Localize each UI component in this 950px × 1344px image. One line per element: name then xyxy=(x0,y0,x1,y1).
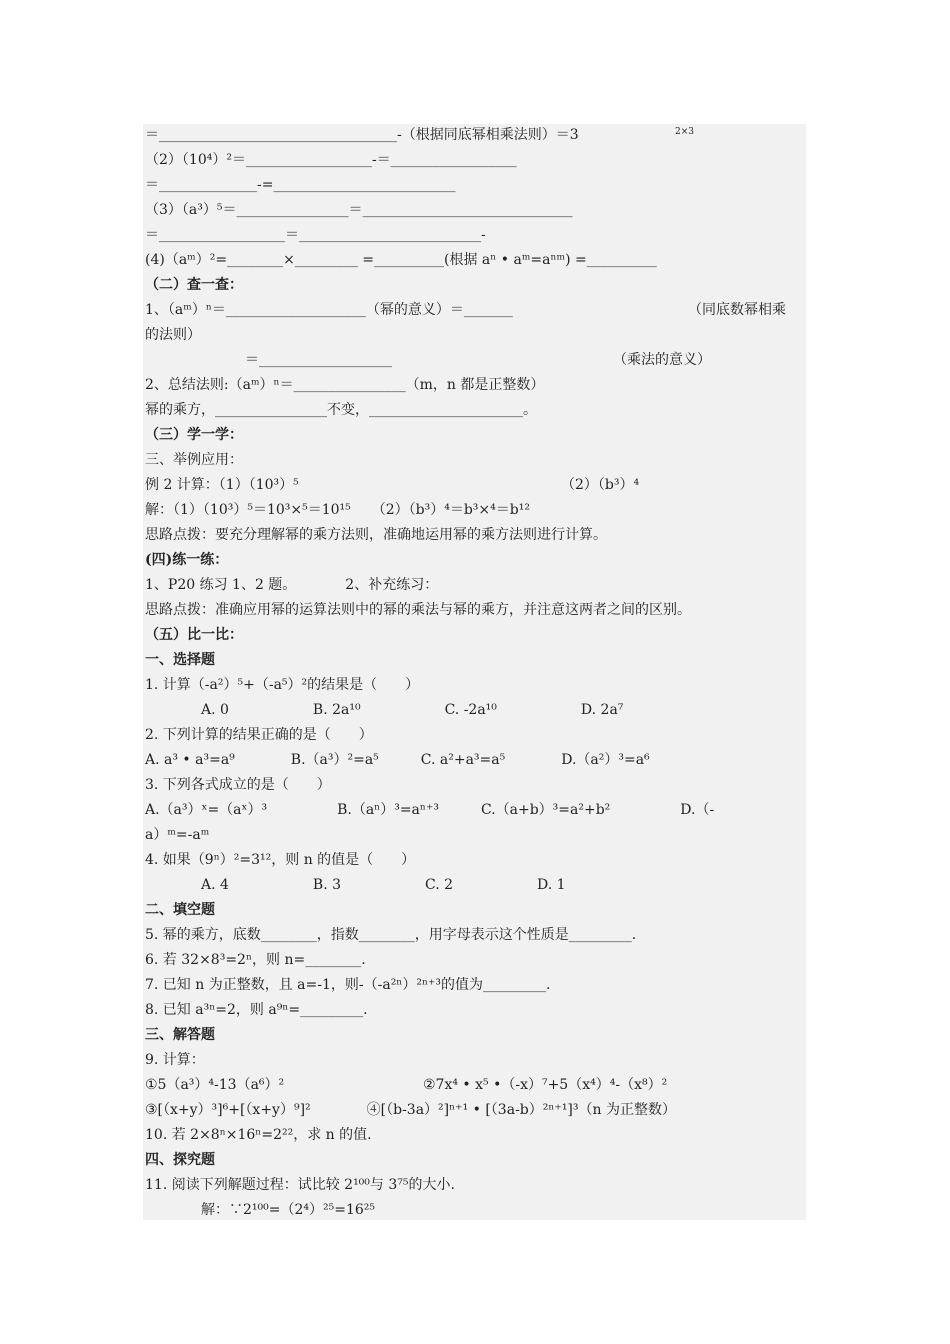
line-text: （五）比一比： xyxy=(145,627,243,643)
document-line xyxy=(143,799,806,821)
line-text: 9. 计算： xyxy=(145,1052,205,1068)
document-line xyxy=(143,274,806,296)
document-line xyxy=(143,199,806,221)
document-line xyxy=(143,599,806,621)
document-line xyxy=(143,624,806,646)
document-line xyxy=(143,1049,806,1071)
line-text: 3. 下列各式成立的是（ ） xyxy=(145,777,331,793)
line-text: ③[（x+y）³]⁶+[（x+y）⁹]² ④[（b-3a）²]ⁿ⁺¹ • [（3a-b）²ⁿ⁺¹]³（n 为正整数） xyxy=(145,1102,676,1118)
line-text: 思路点拨：准确应用幂的运算法则中的幂的乘法与幂的乘方，并注意这两者之间的区别。 xyxy=(145,602,691,618)
document-line xyxy=(143,1174,806,1196)
document-line xyxy=(143,549,806,571)
document-line xyxy=(143,499,806,521)
line-text: A. 4 B. 3 C. 2 D. 1 xyxy=(201,877,566,893)
document-line xyxy=(143,774,806,796)
line-text: 7. 已知 n 为正整数，且 a=-1，则-（-a²ⁿ）²ⁿ⁺³的值为_________. xyxy=(145,977,551,993)
line-text: 三、举例应用： xyxy=(145,452,243,468)
document-page xyxy=(143,124,806,1220)
line-text: 例 2 计算：（1）（10³）⁵ xyxy=(145,477,299,493)
document-line xyxy=(143,474,806,496)
document-line xyxy=(143,849,806,871)
line-text: 四、探究题 xyxy=(145,1152,215,1168)
line-text: ＝__________________________________-（根据同底幂相乘法则）＝3 xyxy=(145,127,579,143)
document-line xyxy=(143,574,806,596)
line-text: （二）查一查： xyxy=(145,277,243,293)
line-text: 10. 若 2×8ⁿ×16ⁿ=2²²，求 n 的值. xyxy=(145,1127,372,1143)
document-line xyxy=(143,974,806,996)
line-text: （3）（a³）⁵＝________________＝______________________________ xyxy=(145,202,573,218)
line-text: 6. 若 32×8³=2ⁿ，则 n=________. xyxy=(145,952,366,968)
document-line xyxy=(143,449,806,471)
line-text: 思路点拨：要充分理解幂的乘方法则，准确地运用幂的乘方法则进行计算。 xyxy=(145,527,607,543)
document-line xyxy=(143,124,806,146)
document-line xyxy=(143,1024,806,1046)
line-text: （2）（10⁴）²＝__________________-＝__________________ xyxy=(145,152,517,168)
line-text: 2、总结法则:（aᵐ）ⁿ＝________________（m，n 都是正整数） xyxy=(145,377,545,393)
line-text: 二、填空题 xyxy=(145,902,215,918)
document-line xyxy=(143,749,806,771)
line-text: 一、选择题 xyxy=(145,652,215,668)
line-text: 1、（aᵐ）ⁿ＝____________________（幂的意义）＝_______ xyxy=(145,302,513,318)
document-line xyxy=(143,149,806,171)
line-text: 幂的乘方，________________不变，______________________。 xyxy=(145,402,537,418)
line-text: 5. 幂的乘方，底数________，指数________，用字母表示这个性质是_________. xyxy=(145,927,637,943)
line-text: （三）学一学： xyxy=(145,427,243,443)
line-text: ＝___________________ xyxy=(245,352,392,368)
line-text: ＝__________________＝__________________________- xyxy=(145,227,486,243)
document-line xyxy=(143,699,806,721)
line-text: a）ᵐ=-aᵐ xyxy=(145,827,210,843)
line-text-right: （乘法的意义） xyxy=(613,352,711,368)
line-text: A.（a³）ˣ=（aˣ）³ B.（aⁿ）³=aⁿ⁺³ C.（a+b）³=a²+b² D.（- xyxy=(145,802,715,818)
document-line xyxy=(143,949,806,971)
line-text: 4. 如果（9ⁿ）²=3¹²，则 n 的值是（ ） xyxy=(145,852,416,868)
line-text: 1、P20 练习 1、2 题。 2、补充练习： xyxy=(145,577,439,593)
document-line xyxy=(143,724,806,746)
line-text: ＝______________-=__________________________ xyxy=(145,177,456,193)
line-text: (四)练一练： xyxy=(145,552,229,568)
line-text: 解：∵2¹⁰⁰=（2⁴）²⁵=16²⁵ xyxy=(201,1202,375,1218)
line-text: (4)（aᵐ）²=________×_________ =__________(根据 aⁿ • aᵐ=aⁿᵐ) =__________ xyxy=(145,252,657,268)
document-line xyxy=(143,224,806,246)
document-line xyxy=(143,1149,806,1171)
document-line xyxy=(143,1124,806,1146)
document-line xyxy=(143,324,806,346)
line-text-right: ②7x⁴ • x⁵ •（-x）⁷+5（x⁴）⁴-（x⁸）² xyxy=(423,1077,668,1093)
document-line xyxy=(143,249,806,271)
line-text: A. 0 B. 2a¹⁰ C. -2a¹⁰ D. 2a⁷ xyxy=(201,702,624,718)
document-line xyxy=(143,899,806,921)
document-line xyxy=(143,999,806,1021)
document-line xyxy=(143,424,806,446)
superscript: 2×3 xyxy=(675,127,694,137)
document-line xyxy=(143,349,806,371)
document-line xyxy=(143,374,806,396)
line-text: A. a³ • a³=a⁹ B.（a³）²=a⁵ C. a²+a³=a⁵ D.（a²）³=a⁶ xyxy=(145,752,650,768)
document-line xyxy=(143,299,806,321)
line-text: 1. 计算（-a²）⁵+（-a⁵）²的结果是（ ） xyxy=(145,677,420,693)
document-line xyxy=(143,174,806,196)
document-line xyxy=(143,524,806,546)
document-line xyxy=(143,1199,806,1221)
line-text: 11. 阅读下列解题过程：试比较 2¹⁰⁰与 3⁷⁵的大小. xyxy=(145,1177,455,1193)
line-text: 2. 下列计算的结果正确的是（ ） xyxy=(145,727,373,743)
document-line xyxy=(143,924,806,946)
line-text-right: （2）（b³）⁴ xyxy=(561,477,640,493)
line-text: 三、解答题 xyxy=(145,1027,215,1043)
document-line xyxy=(143,649,806,671)
document-line xyxy=(143,874,806,896)
document-line xyxy=(143,1099,806,1121)
document-line xyxy=(143,824,806,846)
document-line xyxy=(143,674,806,696)
line-text: 解：（1）（10³）⁵＝10³×⁵＝10¹⁵ （2）（b³）⁴＝b³×⁴＝b¹² xyxy=(145,502,530,518)
line-text: ①5（a³）⁴-13（a⁶）² xyxy=(145,1077,285,1093)
line-text: 的法则） xyxy=(145,327,201,343)
line-text: 8. 已知 a³ⁿ=2，则 a⁹ⁿ=_________. xyxy=(145,1002,368,1018)
document-line xyxy=(143,1074,806,1096)
document-line xyxy=(143,399,806,421)
line-text-right: （同底数幂相乘 xyxy=(688,302,786,318)
